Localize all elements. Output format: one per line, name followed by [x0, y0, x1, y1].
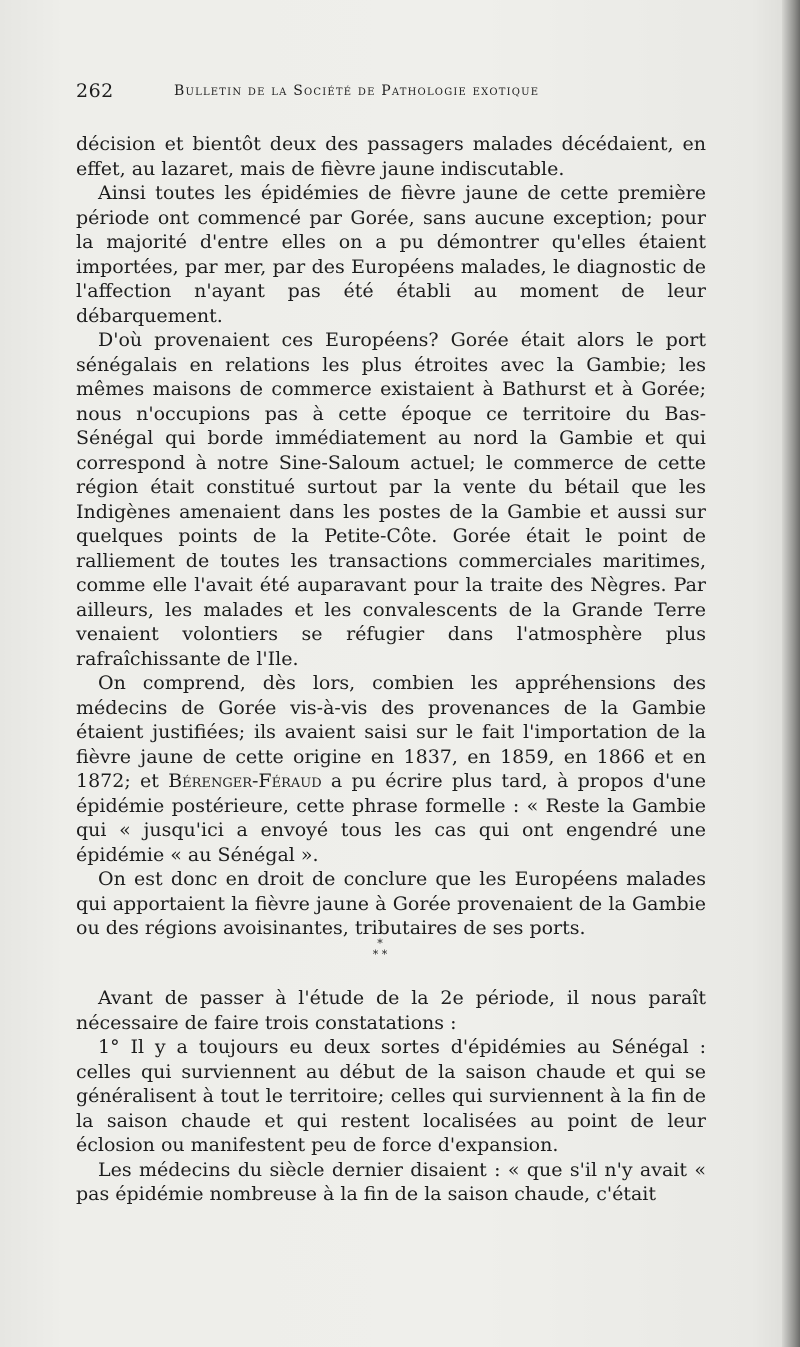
page-header	[76, 80, 706, 110]
paragraph: 1° Il y a toujours eu deux sortes d'épidémies au Sénégal : celles qui surviennent au début de la saison chaude et qui se généralisent à tout le territoire; celles qui surviennent à la fin de la saison chaude et qui restent localisées au point de leur éclosion ou manifestent peu de force d'expansion.	[76, 1036, 706, 1156]
running-title: Bulletin de la Société de Pathologie exotique	[174, 83, 540, 99]
paragraph-text: On comprend, dès lors, combien les appréhensions des médecins de Gorée vis-à-vis des provenances de la Gambie étaient justifiées; ils avaient saisi sur le fait l'importation de la fièvre jaune de cette origine en 1837, en 1859, en 1866 et en 1872; et	[76, 672, 706, 792]
page-number: 262	[76, 80, 114, 102]
paragraph: Les médecins du siècle dernier disaient : « que s'il n'y avait « pas épidémie nombreuse à la fin de la saison chaude, c'était	[76, 1158, 706, 1205]
page-edge-shadow	[782, 0, 800, 1347]
body-text-bottom	[76, 986, 706, 1207]
paragraph: Avant de passer à l'étude de la 2e période, il nous paraît nécessaire de faire trois constatations :	[76, 987, 706, 1034]
body-text-top	[76, 132, 706, 941]
paragraph: décision et bientôt deux des passagers malades décédaient, en effet, au lazaret, mais de fièvre jaune indiscutable.	[76, 133, 706, 180]
section-separator	[340, 938, 420, 960]
paragraph	[76, 671, 706, 867]
author-name: Bérenger-Féraud	[168, 770, 322, 792]
paragraph-text: a pu écrire plus tard, à propos d'une épidémie postérieure, cette phrase formelle : « Reste la Gambie qui « jusqu'ici a envoyé tous les cas qui ont engendré une épidémie « au Sénégal ».	[76, 770, 706, 866]
asterism-bottom: * *	[372, 948, 388, 961]
paragraph: D'où provenaient ces Européens? Gorée était alors le port sénégalais en relations les plus étroites avec la Gambie; les mêmes maisons de commerce existaient à Bathurst et à Gorée; nous n'occupions pas à cette époque ce territoire du Bas-Sénégal qui borde immédiatement au nord la Gambie et qui correspond à notre Sine-Saloum actuel; le commerce de cette région était constitué surtout par la vente du bétail que les Indigènes amenaient dans les postes de la Gambie et aussi sur quelques points de la Petite-Côte. Gorée était le point de ralliement de toutes les transactions commerciales maritimes, comme elle l'avait été auparavant pour la traite des Nègres. Par ailleurs, les malades et les convalescents de la Grande Terre venaient volontiers se réfugier dans l'atmosphère plus rafraîchissante de l'Ile.	[76, 329, 706, 670]
paragraph: Ainsi toutes les épidémies de fièvre jaune de cette première période ont commencé par Gorée, sans aucune exception; pour la majorité d'entre elles on a pu démontrer qu'elles étaient importées, par mer, par des Européens malades, le diagnostic de l'affection n'ayant pas été établi au moment de leur débarquement.	[76, 182, 706, 327]
paragraph: On est donc en droit de conclure que les Européens malades qui apportaient la fièvre jaune à Gorée provenaient de la Gambie ou des régions avoisinantes, tributaires de ses ports.	[76, 868, 706, 939]
asterism-top: *	[377, 937, 383, 950]
